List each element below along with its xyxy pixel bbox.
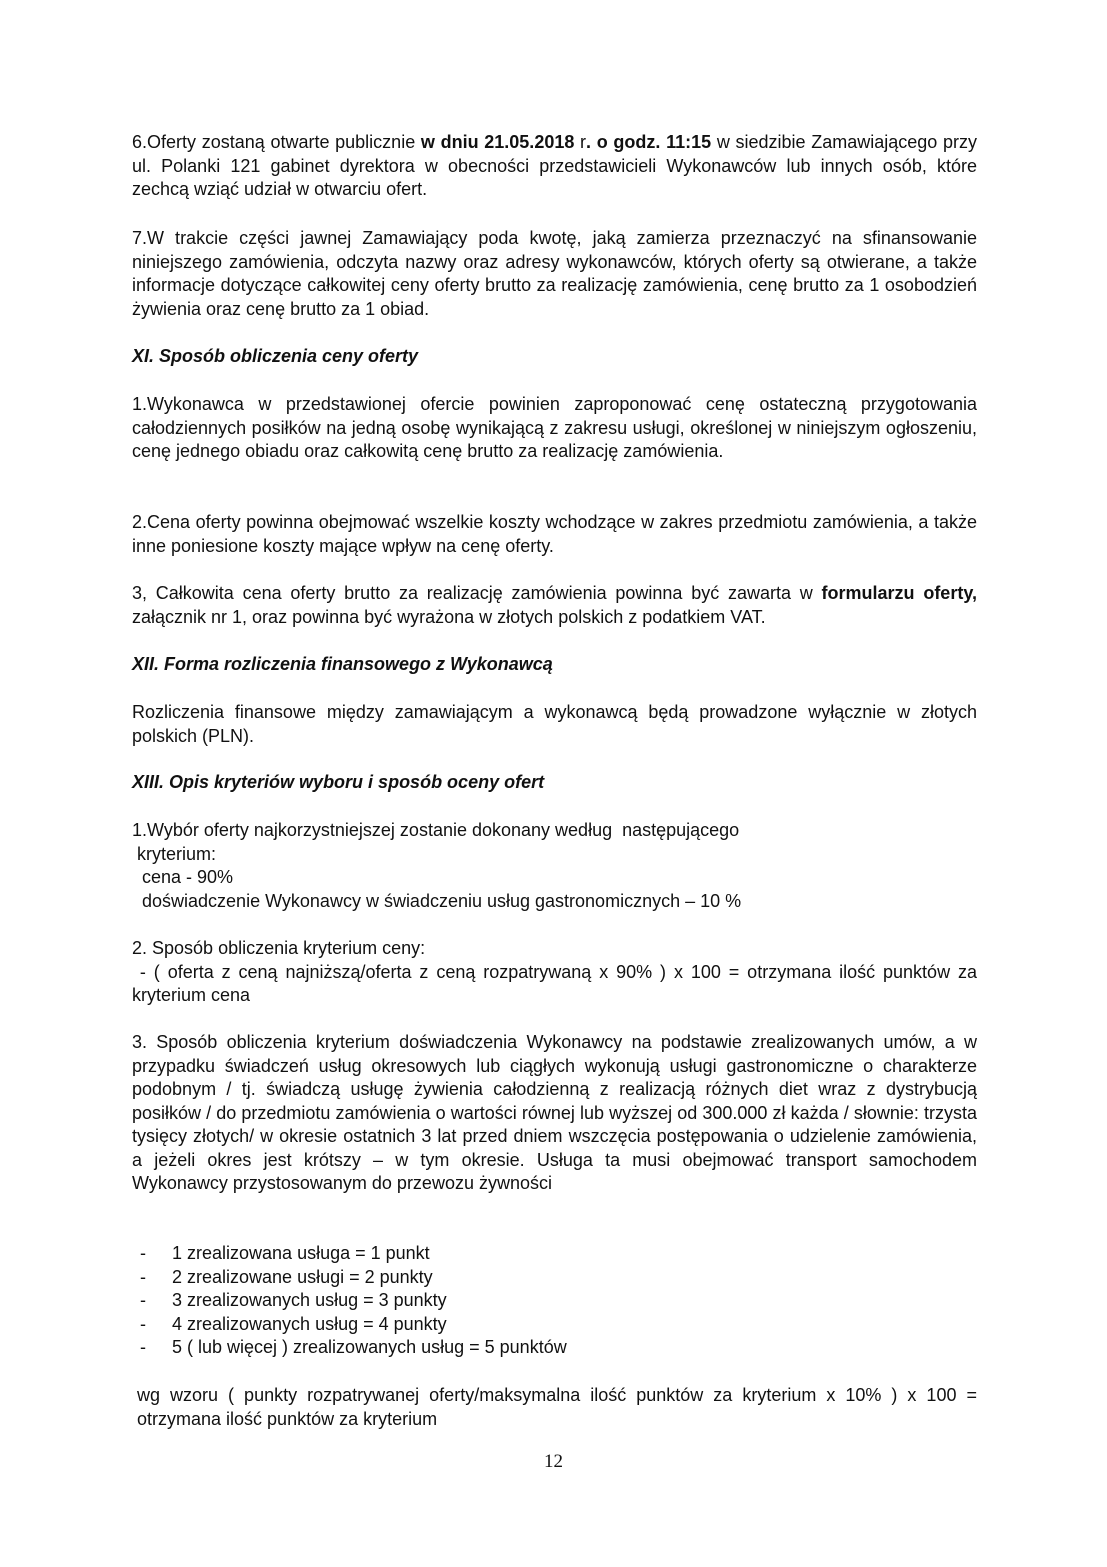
text-segment: r (574, 132, 587, 152)
text-segment: załącznik nr 1, oraz powinna być wyrażona w złotych polskich z podatkiem VAT. (132, 606, 766, 627)
offer-form-bold: formularzu oferty, (821, 583, 977, 603)
paragraph-xi-1: 1.Wykonawca w przedstawionej ofercie powinien zaproponować cenę ostateczną przygotowania całodziennych posiłków na jedną osobę wynikającą z zakresu usługi, określonej w niniejszym ogłoszeniu, cenę jednego obiadu oraz całkowitą cenę brutto za realizację zamówienia. (132, 394, 977, 461)
criterion-experience: doświadczenie Wykonawcy w świadczeniu usług gastronomicznych – 10 % (132, 890, 742, 911)
paragraph-public-part: 7.W trakcie części jawnej Zamawiający poda kwotę, jaką zamierza przeznaczyć na sfinansowanie niniejszego zamówienia, odczyta nazwy oraz adresy wykonawców, których oferty są otwierane, a także informacje dotyczące całkowitej ceny oferty brutto za realizację zamówienia, cenę brutto za 1 osobodzień żywienia oraz cenę brutto za 1 obiad. (132, 228, 977, 319)
text-segment: 6.Oferty zostaną otwarte publicznie (132, 132, 421, 152)
list-item (132, 1242, 977, 1266)
list-item (132, 1289, 977, 1313)
page-number: 12 (544, 1451, 563, 1472)
bullet-dash: - (140, 1313, 146, 1334)
section-heading-xi: XI. Sposób obliczenia ceny oferty (132, 346, 419, 366)
text-segment-bold: . (586, 132, 597, 152)
bullet-dash: - (140, 1290, 146, 1310)
list-item-text: 2 zrealizowane usługi = 2 punkty (172, 1266, 433, 1287)
price-criterion-block (132, 937, 982, 1008)
list-item (132, 1336, 977, 1360)
bullet-dash: - (140, 1337, 146, 1357)
criterion-price: cena - 90% (132, 867, 234, 887)
list-item-text: 3 zrealizowanych usług = 3 punkty (172, 1290, 447, 1310)
bullet-dash: - (140, 1243, 146, 1263)
price-criterion-heading: 2. Sposób obliczenia kryterium ceny: (132, 938, 426, 958)
section-heading-xiii: XIII. Opis kryteriów wyboru i sposób oceny ofert (132, 772, 545, 792)
paragraph-opening-of-offers (132, 131, 977, 202)
list-item-text: 1 zrealizowana usługa = 1 punkt (172, 1243, 430, 1263)
text-segment: 3, Całkowita cena oferty brutto za realizację zamówienia powinna być zawarta w (132, 583, 822, 603)
paragraph-xii-1: Rozliczenia finansowe między zamawiającym a wykonawcą będą prowadzone wyłącznie w złotych polskich (PLN). (132, 702, 977, 746)
paragraph-xi-2: 2.Cena oferty powinna obejmować wszelkie koszty wchodzące w zakres przedmiotu zamówienia, a także inne poniesione koszty mające wpływ na cenę oferty. (132, 512, 977, 556)
criteria-label: kryterium: (132, 843, 217, 864)
list-item-text: 5 ( lub więcej ) zrealizowanych usług = 5 punktów (172, 1337, 567, 1357)
time-bold: o godz. 11:15 (596, 132, 712, 152)
list-item (132, 1313, 977, 1337)
paragraph-xi-3 (132, 582, 977, 629)
section-heading-xii: XII. Forma rozliczenia finansowego z Wykonawcą (132, 654, 553, 674)
criteria-list (132, 819, 977, 913)
points-list (132, 1242, 977, 1360)
date-bold: w dniu 21.05.2018 (420, 132, 575, 152)
list-item (132, 1266, 977, 1290)
criteria-intro: 1.Wybór oferty najkorzystniejszej zostanie dokonany według następującego (132, 820, 740, 840)
price-criterion-formula: - ( oferta z ceną najniższą/oferta z ceną rozpatrywaną x 90% ) x 100 = otrzymana ilość punktów za kryterium cena (132, 961, 982, 1005)
list-item-text: 4 zrealizowanych usług = 4 punkty (172, 1313, 447, 1334)
text-segment: w siedzibie Zamawiającego przy ul. Polanki 121 gabinet dyrektora w obecności przedstawicieli Wykonawców lub innych osób, które zechcą wziąć udział w otwarciu ofert. (132, 132, 978, 199)
paragraph-experience-formula: wg wzoru ( punkty rozpatrywanej oferty/maksymalna ilość punktów za kryterium x 10% ) x 100 = otrzymana ilość punktów za kryterium (137, 1385, 977, 1429)
paragraph-experience-criterion: 3. Sposób obliczenia kryterium doświadczenia Wykonawcy na podstawie zrealizowanych umów, a w przypadku świadczeń usług okresowych lub ciągłych wykonują usługi gastronomiczne o charakterze podobnym / tj. świadczą usługę żywienia całodzienną z realizacją różnych diet wraz z dystrybucją posiłków / do przedmiotu zamówienia o wartości równej lub wyższej od 300.000 zł każda / słownie: trzysta tysięcy złotych/ w okresie ostatnich 3 lat przed dniem wszczęcia postępowania o udzielenie zamówienia, a jeżeli okres jest krótszy – w tym okresie. Usługa ta musi obejmować transport samochodem Wykonawcy przystosowanym do przewozu żywności (132, 1032, 977, 1193)
bullet-dash: - (140, 1266, 146, 1287)
